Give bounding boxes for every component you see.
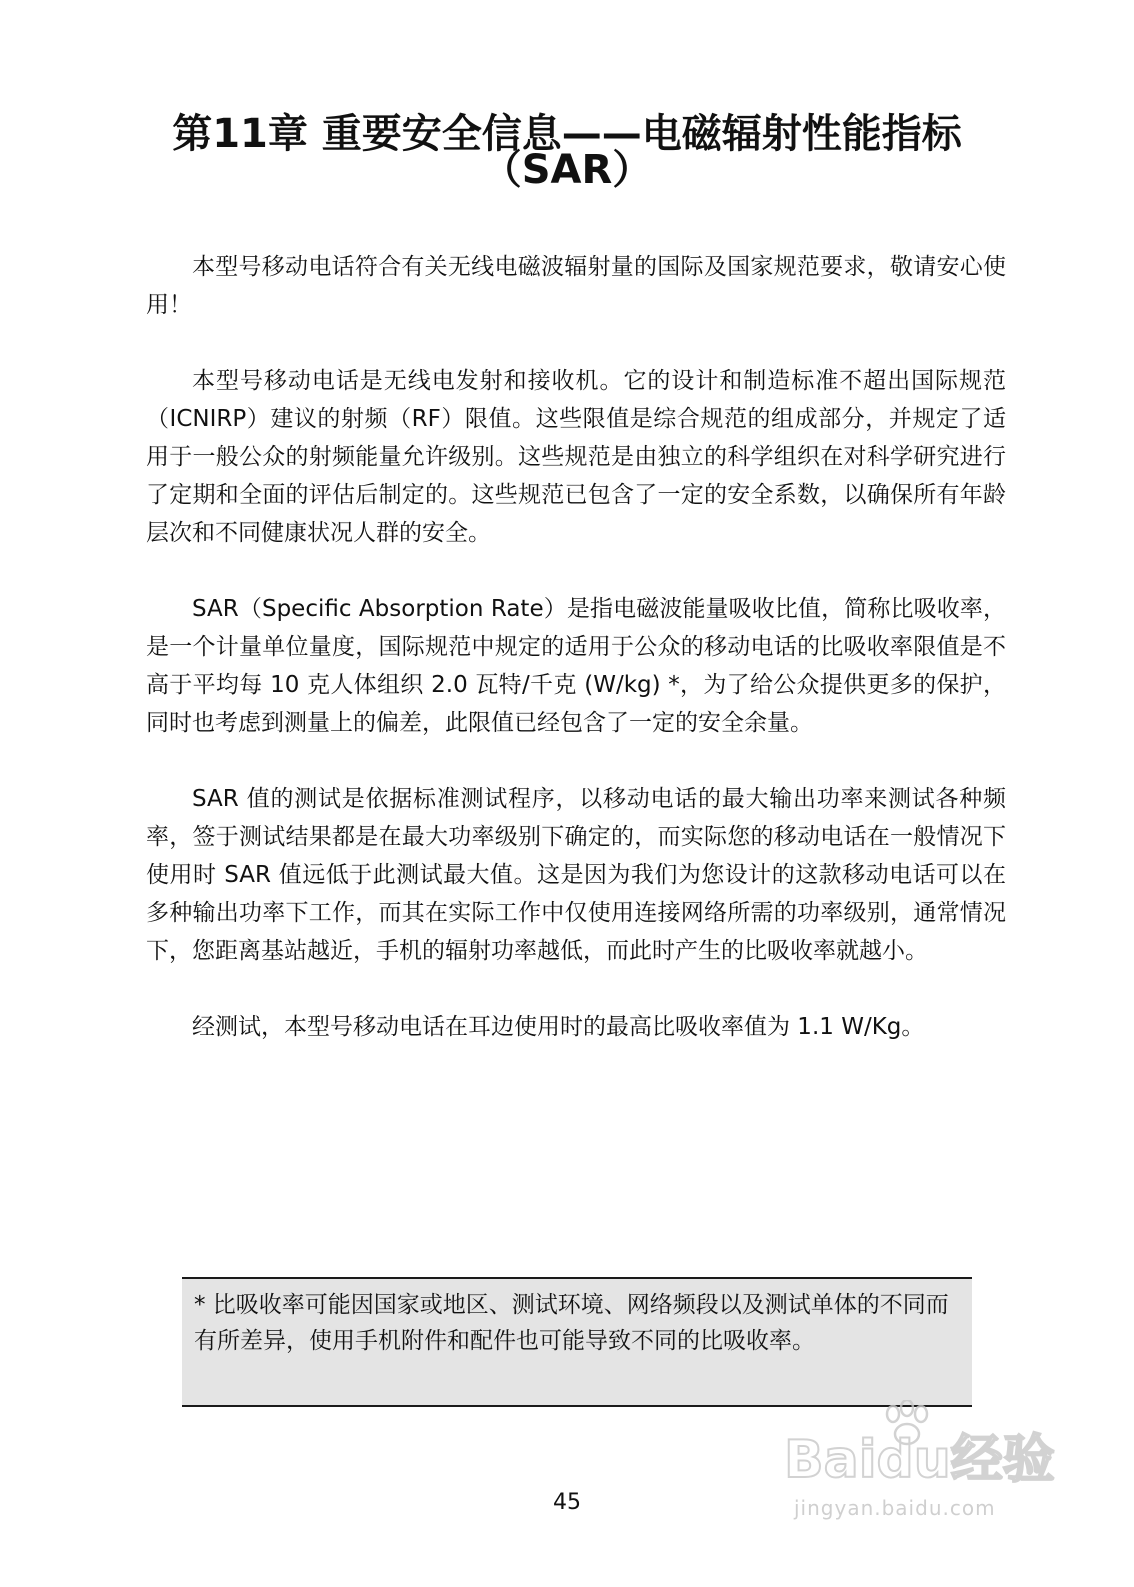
- chapter-title-sar: （SAR）: [481, 147, 653, 193]
- footnote-text: * 比吸收率可能因国家或地区、测试环境、网络频段以及测试单体的不同而有所差异，使用手机附件和配件也可能导致不同的比吸收率。: [194, 1292, 949, 1354]
- paragraph-compliance: 本型号移动电话符合有关无线电磁波辐射量的国际及国家规范要求，敬请安心使用！: [146, 254, 1006, 318]
- paragraph-test-result: 经测试，本型号移动电话在耳边使用时的最高比吸收率值为 1.1 W/Kg。: [192, 1014, 925, 1040]
- chapter-title: 第11章 重要安全信息——电磁辐射性能指标: [172, 111, 962, 157]
- watermark-url: jingyan.baidu.com: [794, 1496, 996, 1520]
- watermark: [784, 1400, 1054, 1540]
- body-text: [146, 248, 1006, 1084]
- paragraph-sar-testing: SAR 值的测试是依据标准测试程序，以移动电话的最大输出功率来测试各种频率，签于测试结果都是在最大功率级别下确定的，而实际您的移动电话在一般情况下使用时 SAR 值远低于此测试最大值。这是因为我们为您设计的这款移动电话可以在多种输出功率下工作，而其在实际工作中仅使用连接网络所需的功率级别，通常情况下，您距离基站越近，手机的辐射功率越低，而此时产生的比吸收率就越小。: [146, 786, 1006, 964]
- page-number: 45: [553, 1490, 581, 1515]
- paragraph-design-standards: 本型号移动电话是无线电发射和接收机。它的设计和制造标准不超出国际规范（ICNIRP）建议的射频（RF）限值。这些限值是综合规范的组成部分，并规定了适用于一般公众的射频能量允许级别。这些规范是由独立的科学组织在对科学研究进行了定期和全面的评估后制定的。这些规范已包含了一定的安全系数，以确保所有年龄层次和不同健康状况人群的安全。: [146, 368, 1006, 546]
- paragraph-sar-definition: SAR（Specific Absorption Rate）是指电磁波能量吸收比值，简称比吸收率，是一个计量单位量度，国际规范中规定的适用于公众的移动电话的比吸收率限值是不高于平均每 10 克人体组织 2.0 瓦特/千克 (W/kg) *，为了给公众提供更多的保护，同时也考虑到测量上的偏差，此限值已经包含了一定的安全余量。: [146, 596, 1006, 736]
- footnote-box: [182, 1277, 972, 1407]
- watermark-logo-text: Baidu经验: [784, 1430, 1055, 1490]
